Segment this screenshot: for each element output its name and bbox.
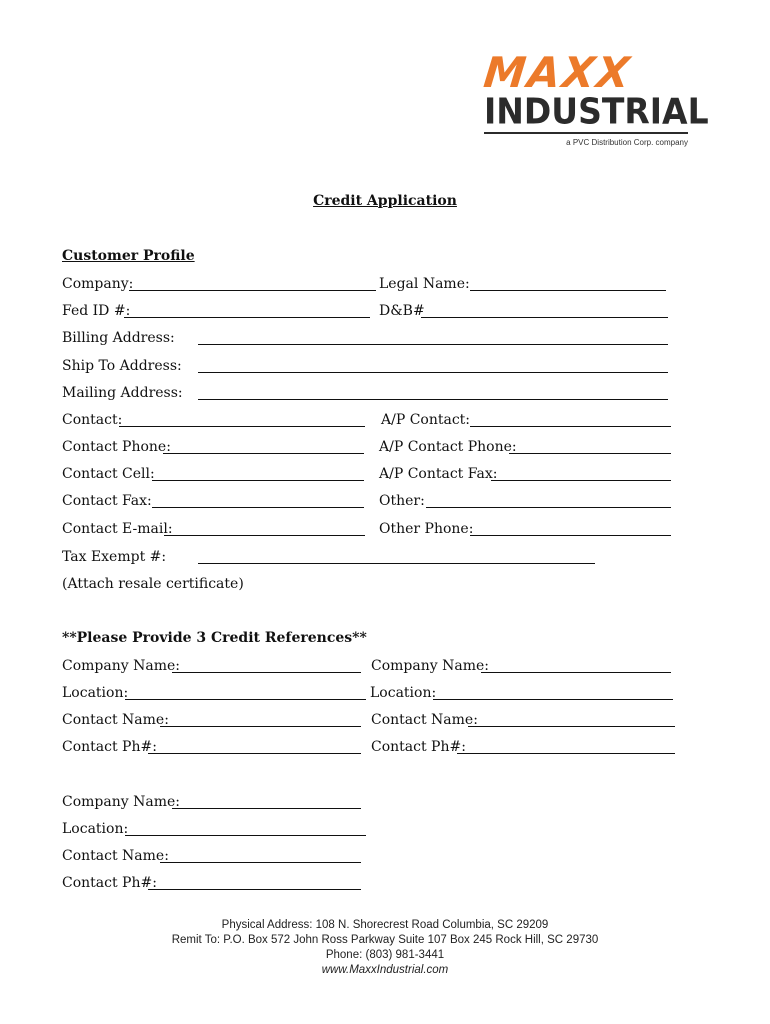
ref2-contact-name-field[interactable] <box>468 726 675 727</box>
dnb-label: D&B# <box>379 303 425 319</box>
ship-to-address-field[interactable] <box>198 372 668 373</box>
contact-email-field[interactable] <box>164 535 365 536</box>
ref1-contact-name-field[interactable] <box>160 726 361 727</box>
billing-address-field[interactable] <box>198 344 668 345</box>
ref2-location-label: Location: <box>370 685 437 701</box>
tax-exempt-label: Tax Exempt #: <box>62 549 167 565</box>
ap-contact-label: A/P Contact: <box>381 412 471 428</box>
ref3-company-name-field[interactable] <box>172 808 361 809</box>
physical-address: Physical Address: 108 N. Shorecrest Road Columbia, SC 29209 <box>221 919 549 931</box>
company-logo <box>481 48 709 148</box>
logo-underline <box>484 132 688 134</box>
billing-address-label: Billing Address: <box>62 330 175 346</box>
page-title: Credit Application <box>313 193 457 209</box>
other-label: Other: <box>379 493 425 509</box>
remit-address: Remit To: P.O. Box 572 John Ross Parkway Suite 107 Box 245 Rock Hill, SC 29730 <box>171 934 599 946</box>
credit-references-heading: **Please Provide 3 Credit References** <box>62 630 367 646</box>
ref1-contact-ph-label: Contact Ph#: <box>62 739 157 755</box>
other-phone-label: Other Phone: <box>379 521 474 537</box>
contact-phone-field[interactable] <box>163 453 364 454</box>
ref2-contact-name-label: Contact Name: <box>371 712 478 728</box>
company-label: Company: <box>62 276 134 292</box>
logo-maxx-text: MAXX <box>481 48 634 97</box>
ref1-location-field[interactable] <box>125 699 366 700</box>
tax-exempt-field[interactable] <box>198 563 595 564</box>
page-footer <box>0 918 770 978</box>
ref2-company-name-label: Company Name: <box>371 658 489 674</box>
contact-phone-label: Contact Phone: <box>62 439 171 455</box>
ref3-contact-ph-label: Contact Ph#: <box>62 875 157 891</box>
other-field[interactable] <box>426 507 671 508</box>
contact-email-label: Contact E-mail: <box>62 521 173 537</box>
ref3-company-name-label: Company Name: <box>62 794 180 810</box>
contact-field[interactable] <box>119 426 365 427</box>
legal-name-field[interactable] <box>470 290 666 291</box>
ref3-contact-ph-field[interactable] <box>148 889 361 890</box>
ref2-contact-ph-field[interactable] <box>457 753 675 754</box>
ap-contact-fax-label: A/P Contact Fax: <box>379 466 498 482</box>
ref1-location-label: Location: <box>62 685 129 701</box>
ap-contact-fax-field[interactable] <box>491 480 671 481</box>
ref1-company-name-field[interactable] <box>172 672 361 673</box>
attach-resale-note: (Attach resale certificate) <box>62 576 244 592</box>
ref3-contact-name-field[interactable] <box>160 862 361 863</box>
customer-profile-heading: Customer Profile <box>62 248 195 264</box>
contact-cell-label: Contact Cell: <box>62 466 155 482</box>
ref3-location-label: Location: <box>62 821 129 837</box>
company-field[interactable] <box>129 290 376 291</box>
website-link[interactable]: www.MaxxIndustrial.com <box>321 964 449 976</box>
ship-to-address-label: Ship To Address: <box>62 358 182 374</box>
ref3-contact-name-label: Contact Name: <box>62 848 169 864</box>
contact-fax-field[interactable] <box>152 507 364 508</box>
ref3-location-field[interactable] <box>125 835 366 836</box>
ref2-company-name-field[interactable] <box>481 672 671 673</box>
ap-contact-phone-field[interactable] <box>509 453 671 454</box>
other-phone-field[interactable] <box>470 535 671 536</box>
contact-fax-label: Contact Fax: <box>62 493 152 509</box>
ref2-contact-ph-label: Contact Ph#: <box>371 739 466 755</box>
ap-contact-field[interactable] <box>470 426 671 427</box>
fed-id-label: Fed ID #: <box>62 303 131 319</box>
legal-name-label: Legal Name: <box>379 276 470 292</box>
ref1-contact-ph-field[interactable] <box>148 753 361 754</box>
contact-cell-field[interactable] <box>152 480 364 481</box>
logo-industrial-text: INDUSTRIAL <box>484 89 709 132</box>
logo-tagline: a PVC Distribution Corp. company <box>566 138 688 147</box>
fed-id-field[interactable] <box>124 317 370 318</box>
ap-contact-phone-label: A/P Contact Phone: <box>379 439 517 455</box>
mailing-address-label: Mailing Address: <box>62 385 183 401</box>
ref2-location-field[interactable] <box>433 699 673 700</box>
mailing-address-field[interactable] <box>198 399 668 400</box>
ref1-company-name-label: Company Name: <box>62 658 180 674</box>
phone-number: Phone: (803) 981-3441 <box>325 949 445 961</box>
contact-label: Contact: <box>62 412 123 428</box>
dnb-field[interactable] <box>421 317 668 318</box>
ref1-contact-name-label: Contact Name: <box>62 712 169 728</box>
